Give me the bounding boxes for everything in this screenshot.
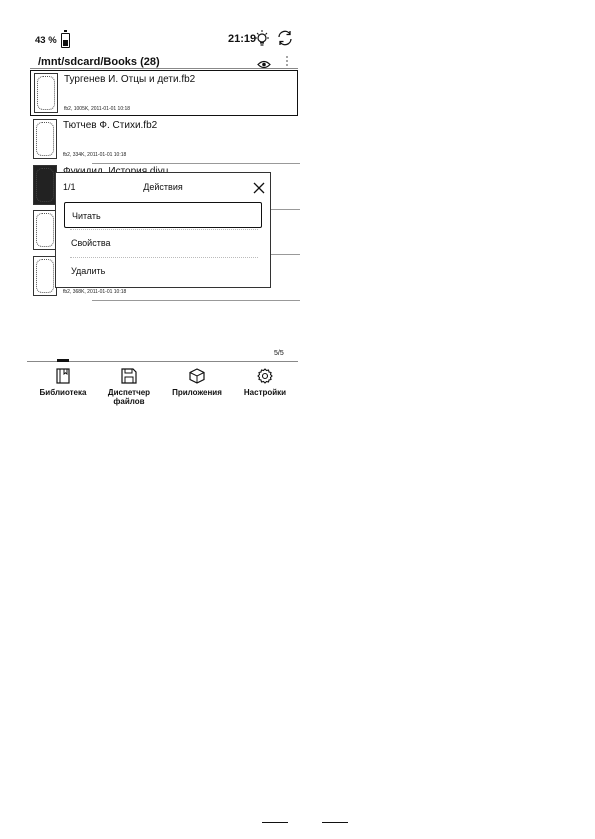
tab-file-manager-label-2: файлов — [113, 397, 145, 406]
book-cover — [33, 256, 57, 296]
gear-icon — [257, 368, 273, 384]
tab-applications[interactable] — [162, 368, 232, 397]
page-counter: 5/5 — [274, 350, 284, 357]
tab-settings[interactable] — [230, 368, 300, 397]
dialog-title: Действия — [143, 182, 183, 192]
sync-icon[interactable] — [276, 29, 294, 52]
book-cover — [34, 73, 58, 113]
book-title: Тургенев И. Отцы и дети.fb2 — [64, 74, 196, 85]
tab-library[interactable] — [28, 368, 98, 397]
box-icon — [189, 368, 205, 384]
tab-file-manager[interactable] — [94, 368, 164, 406]
list-item[interactable] — [30, 117, 298, 163]
close-icon[interactable] — [253, 181, 265, 199]
list-item[interactable] — [30, 70, 298, 116]
tab-library-label: Библиотека — [39, 388, 87, 397]
tab-settings-label: Настройки — [243, 388, 287, 397]
header-divider — [30, 68, 298, 69]
book-cover — [33, 119, 57, 159]
book-meta: fb2, 334K, 2011-01-01 10:18 — [63, 152, 127, 158]
battery-status — [35, 33, 70, 48]
book-meta: fb2, 368K, 2011-01-01 10:18 — [63, 289, 127, 295]
bottom-mark — [322, 822, 348, 823]
delete-action-button[interactable]: Удалить — [71, 266, 106, 276]
tab-applications-label: Приложения — [172, 388, 222, 397]
active-tab-indicator — [57, 359, 69, 362]
row-divider — [92, 300, 300, 301]
tab-file-manager-label: Диспетчер — [107, 388, 151, 397]
book-cover — [33, 165, 57, 205]
read-action-button[interactable]: Читать — [64, 202, 262, 228]
dialog-page-indicator: 1/1 — [63, 182, 76, 192]
properties-action-button[interactable]: Свойства — [71, 238, 111, 248]
clock: 21:19 — [228, 33, 257, 45]
book-cover — [33, 210, 57, 250]
bottom-mark — [262, 822, 288, 823]
folder-path: /mnt/sdcard/Books (28) — [38, 56, 160, 68]
frontlight-icon[interactable] — [254, 29, 270, 52]
library-icon — [56, 368, 70, 384]
book-title: Тютчев Ф. Стихи.fb2 — [63, 120, 158, 131]
battery-icon — [61, 33, 70, 48]
floppy-icon — [121, 368, 137, 384]
book-meta: fb2, 1005K, 2011-01-01 10:18 — [64, 106, 131, 112]
actions-dialog — [55, 172, 271, 288]
battery-percent: 43 % — [35, 35, 57, 46]
